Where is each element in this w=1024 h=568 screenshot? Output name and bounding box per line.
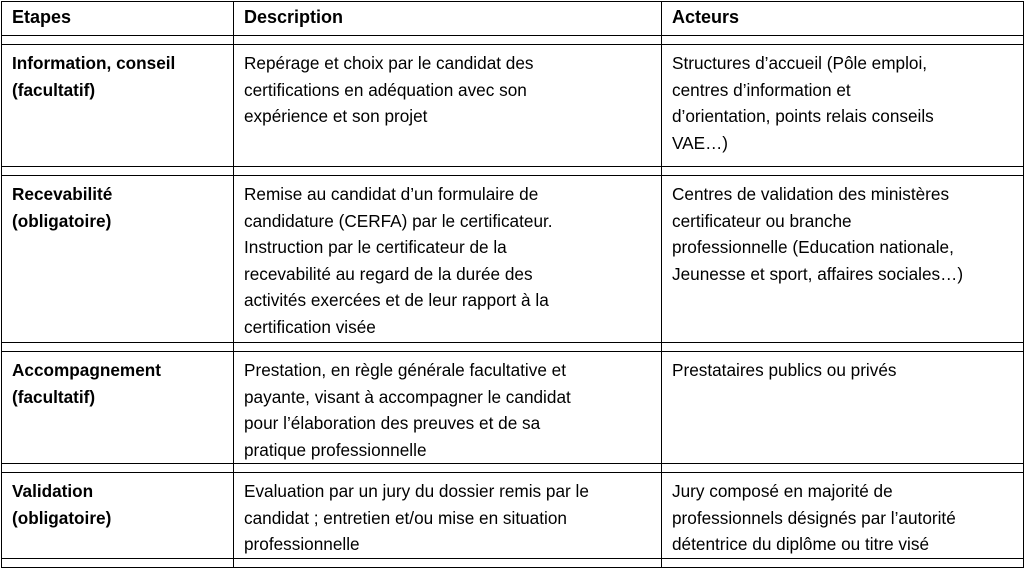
actors-line: professionnelle (Education nationale, xyxy=(672,237,954,257)
description-line: candidature (CERFA) par le certificateur. xyxy=(244,210,553,231)
step-qualifier: (facultatif) xyxy=(12,79,96,100)
actors-line: centres d’information et xyxy=(672,79,851,100)
spacer-row xyxy=(2,167,1024,176)
table-row xyxy=(2,352,1024,464)
step-label: Validation xyxy=(12,481,94,501)
vae-steps-table xyxy=(1,1,1024,568)
step-qualifier: (facultatif) xyxy=(12,386,96,407)
description-cell xyxy=(234,473,662,559)
step-qualifier: (obligatoire) xyxy=(12,507,112,528)
actors-cell xyxy=(662,176,1024,343)
header-acteurs: Acteurs xyxy=(662,2,1024,36)
actors-line: VAE…) xyxy=(672,132,729,153)
step-label: Information, conseil xyxy=(12,53,176,73)
actors-cell xyxy=(662,45,1024,167)
description-line: activités exercées et de leur rapport à la xyxy=(244,290,549,310)
description-cell xyxy=(234,45,662,167)
actors-cell xyxy=(662,352,1024,464)
description-line: Remise au candidat d’un formulaire de xyxy=(244,184,539,204)
actors-line: Centres de validation des ministères xyxy=(672,184,950,204)
description-line: recevabilité au regard de la durée des xyxy=(244,263,533,284)
table-row xyxy=(2,176,1024,343)
table-row xyxy=(2,473,1024,559)
step-cell xyxy=(2,45,234,167)
actors-line: professionnels désignés par l’autorité xyxy=(672,507,956,528)
header-description: Description xyxy=(234,2,662,36)
actors-line: certificateur ou branche xyxy=(672,210,852,231)
step-cell xyxy=(2,176,234,343)
step-cell xyxy=(2,473,234,559)
description-line: expérience et son projet xyxy=(244,106,428,126)
step-label: Accompagnement xyxy=(12,360,161,380)
description-line: pour l’élaboration des preuves et de sa xyxy=(244,413,541,433)
description-line: payante, visant à accompagner le candidat xyxy=(244,386,571,407)
description-cell xyxy=(234,176,662,343)
actors-line: Jeunesse et sport, affaires sociales…) xyxy=(672,263,964,284)
spacer-row xyxy=(2,464,1024,473)
actors-line: Jury composé en majorité de xyxy=(672,481,893,501)
description-line: Prestation, en règle générale facultative et xyxy=(244,360,566,380)
spacer-row xyxy=(2,343,1024,352)
description-line: Evaluation par un jury du dossier remis par le xyxy=(244,481,589,501)
step-cell xyxy=(2,352,234,464)
description-line: certifications en adéquation avec son xyxy=(244,79,527,100)
actors-line: Prestataires publics ou privés xyxy=(672,360,897,380)
spacer-row xyxy=(2,558,1024,567)
actors-line: d’orientation, points relais conseils xyxy=(672,106,934,126)
table-row xyxy=(2,45,1024,167)
header-etapes: Etapes xyxy=(2,2,234,36)
description-line: certification visée xyxy=(244,316,376,337)
table-header-row xyxy=(2,2,1024,36)
actors-line: détentrice du diplôme ou titre visé xyxy=(672,534,929,554)
description-line: candidat ; entretien et/ou mise en situation xyxy=(244,507,567,528)
step-label: Recevabilité xyxy=(12,184,113,204)
step-qualifier: (obligatoire) xyxy=(12,210,112,231)
description-line: pratique professionnelle xyxy=(244,439,427,460)
actors-cell xyxy=(662,473,1024,559)
spacer-row xyxy=(2,36,1024,45)
description-line: Repérage et choix par le candidat des xyxy=(244,53,534,73)
actors-line: Structures d’accueil (Pôle emploi, xyxy=(672,53,928,73)
description-line: Instruction par le certificateur de la xyxy=(244,237,507,257)
description-cell xyxy=(234,352,662,464)
description-line: professionnelle xyxy=(244,534,360,554)
